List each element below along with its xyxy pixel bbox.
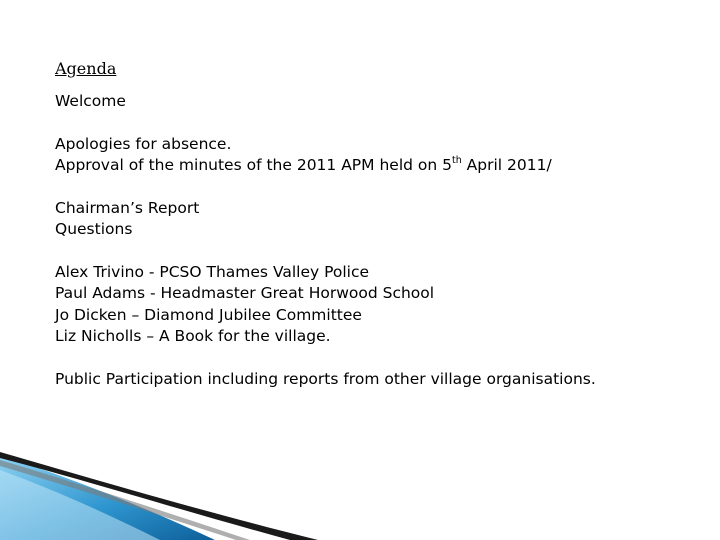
approval-text: Approval of the minutes of the 2011 APM held on 5 <box>55 156 452 174</box>
section-welcome <box>55 91 695 113</box>
ordinal-suffix: th <box>451 154 462 166</box>
agenda-line: Apologies for absence. <box>55 134 232 153</box>
section-chairman <box>55 198 695 241</box>
agenda-content <box>55 58 695 411</box>
agenda-line: Questions <box>55 220 133 238</box>
speaker-line: Jo Dicken – Diamond Jubilee Committee <box>55 305 362 324</box>
agenda-line: Public Participation including reports from other village organisations. <box>55 369 596 388</box>
approval-date: April 2011/ <box>461 156 552 174</box>
section-public-participation <box>55 369 695 391</box>
agenda-line: Welcome <box>55 92 126 110</box>
section-apologies <box>55 134 695 177</box>
speaker-line: Liz Nicholls – A Book for the village. <box>55 327 331 345</box>
speaker-line: Paul Adams - Headmaster Great Horwood School <box>55 284 435 302</box>
speaker-line: Alex Trivino - PCSO Thames Valley Police <box>55 262 370 281</box>
approval-line <box>55 155 695 177</box>
agenda-heading: Agenda <box>55 59 117 78</box>
section-speakers <box>55 262 695 348</box>
agenda-line: Chairman’s Report <box>55 198 200 217</box>
